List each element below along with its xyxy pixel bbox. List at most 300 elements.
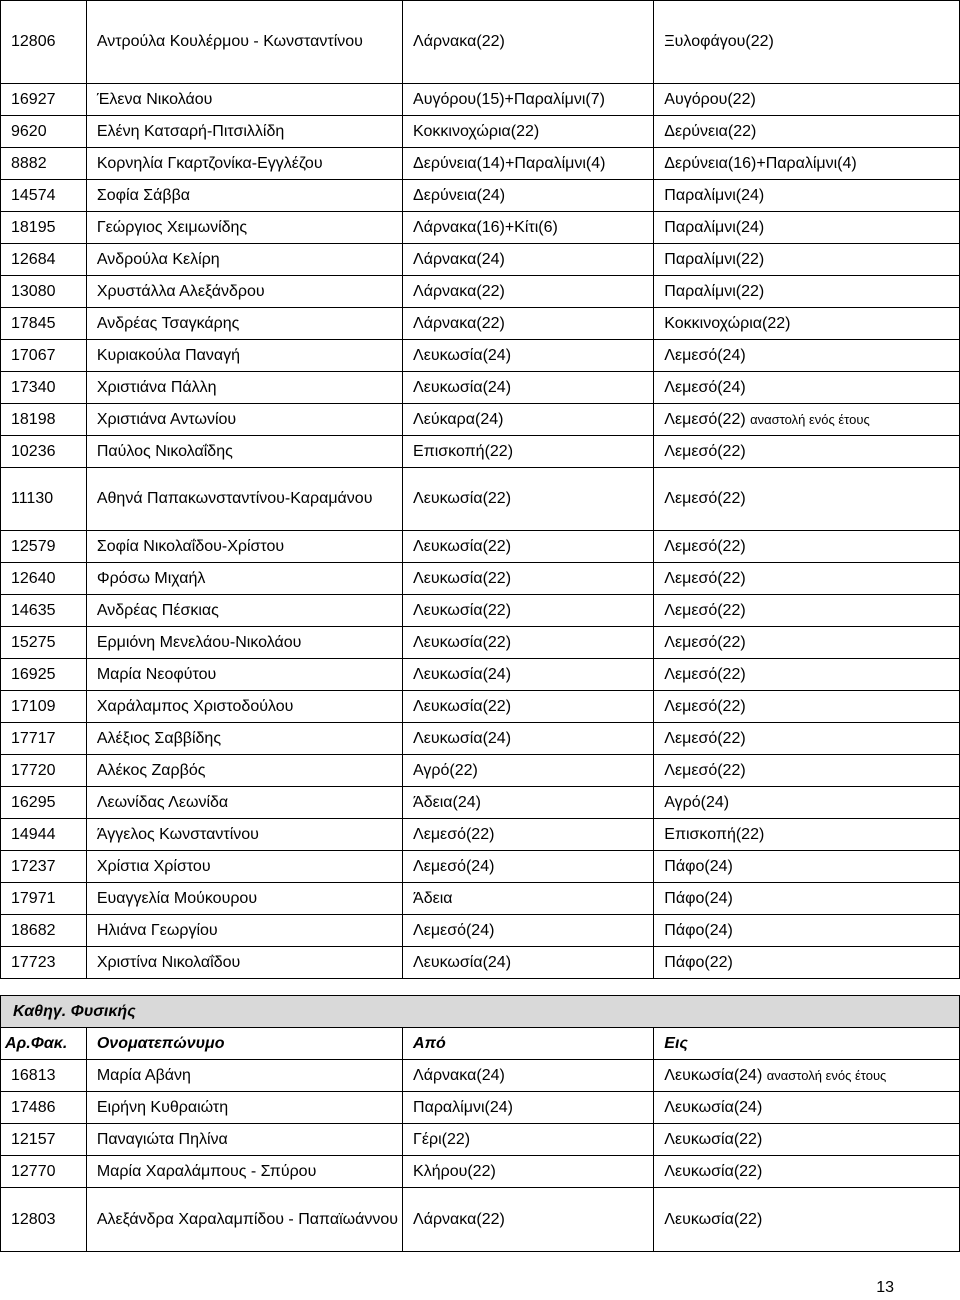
cell-to (654, 947, 960, 979)
cell-id (1, 883, 87, 915)
to-text: Παραλίμνι(22) (664, 282, 765, 300)
id-text: 17717 (11, 729, 56, 747)
cell-to (654, 372, 960, 404)
cell-to (654, 883, 960, 915)
cell-id (1, 1092, 87, 1124)
cell-to (654, 308, 960, 340)
cell-from (403, 915, 654, 947)
table-row (1, 819, 960, 851)
cell-to (654, 180, 960, 212)
id-text: 17723 (11, 953, 56, 971)
to-text: Αυγόρου(22) (664, 90, 756, 108)
to-text: Λεμεσό(22) (664, 697, 746, 715)
from-text: Άδεια(24) (413, 793, 481, 811)
table-row (1, 755, 960, 787)
from-text: Γέρι(22) (413, 1130, 471, 1148)
cell-id (1, 563, 87, 595)
table-row (1, 212, 960, 244)
cell-id (1, 1, 87, 84)
id-text: 16925 (11, 665, 56, 683)
table-row (1, 1188, 960, 1252)
name-text: Ανδρέας Τσαγκάρης (96, 314, 240, 332)
to-text: Λεμεσό(24) (664, 378, 746, 396)
cell-from (403, 340, 654, 372)
table-row (1, 1, 960, 84)
from-text: Λάρνακα(22) (413, 314, 505, 332)
id-text: 15275 (11, 633, 56, 651)
cell-from (403, 404, 654, 436)
cell-from (403, 563, 654, 595)
cell-from (403, 691, 654, 723)
id-text: 17720 (11, 761, 56, 779)
name-text: Χριστιάνα Αντωνίου (96, 410, 237, 428)
id-text: 12770 (11, 1162, 56, 1180)
cell-to (654, 1188, 960, 1252)
cell-to (654, 436, 960, 468)
table-row (1, 180, 960, 212)
to-text: Λευκωσία(22) (664, 1162, 763, 1180)
cell-id (1, 372, 87, 404)
name-text: Ηλιάνα Γεωργίου (96, 921, 218, 939)
cell-from (403, 787, 654, 819)
cell-to (654, 1156, 960, 1188)
cell-name (86, 595, 402, 627)
from-text: Λευκωσία(22) (413, 601, 512, 619)
cell-to (654, 755, 960, 787)
cell-name (86, 1156, 402, 1188)
cell-from (403, 883, 654, 915)
to-text: Πάφο(24) (664, 921, 733, 939)
to-text: Λεμεσό(24) (664, 346, 746, 364)
table-row (1, 276, 960, 308)
id-text: 10236 (11, 442, 56, 460)
cell-id (1, 1156, 87, 1188)
cell-from (403, 436, 654, 468)
cell-name (86, 1124, 402, 1156)
name-text: Ανδρούλα Κελίρη (96, 250, 220, 268)
name-text: Χρυστάλλα Αλεξάνδρου (96, 282, 265, 300)
from-text: Κοκκινοχώρια(22) (413, 122, 540, 140)
from-text: Λευκωσία(24) (413, 665, 512, 683)
from-text: Κλήρου(22) (413, 1162, 496, 1180)
to-text: Λεμεσό(22) (664, 633, 746, 651)
name-text: Φρόσω Μιχαήλ (96, 569, 206, 587)
cell-from (403, 723, 654, 755)
id-text: 17109 (11, 697, 56, 715)
table-row (1, 851, 960, 883)
name-text: Αλέξιος Σαββίδης (96, 729, 222, 747)
cell-from (403, 84, 654, 116)
cell-from (403, 276, 654, 308)
header-to: Εις (654, 1028, 960, 1060)
table-row (1, 84, 960, 116)
cell-to (654, 659, 960, 691)
cell-name (86, 787, 402, 819)
cell-to (654, 340, 960, 372)
cell-name (86, 180, 402, 212)
cell-id (1, 340, 87, 372)
from-text: Λευκωσία(22) (413, 490, 512, 507)
from-text: Λάρνακα(22) (413, 1210, 505, 1228)
name-text: Ελένη Κατσαρή-Πιτσιλλίδη (96, 122, 285, 140)
cell-name (86, 691, 402, 723)
cell-to (654, 1092, 960, 1124)
table-row (1, 404, 960, 436)
cell-from (403, 372, 654, 404)
cell-id (1, 819, 87, 851)
cell-id (1, 276, 87, 308)
id-text: 17845 (11, 314, 56, 332)
cell-to (654, 1060, 960, 1092)
cell-from (403, 659, 654, 691)
from-text: Λεύκαρα(24) (413, 410, 504, 428)
name-text: Μαρία Νεοφύτου (96, 665, 217, 683)
id-text: 13080 (11, 282, 56, 300)
id-text: 12579 (11, 537, 56, 555)
cell-to (654, 627, 960, 659)
cell-to (654, 276, 960, 308)
from-text: Λευκωσία(22) (413, 633, 512, 651)
table-row (1, 436, 960, 468)
cell-from (403, 627, 654, 659)
cell-to (654, 691, 960, 723)
table-row (1, 1156, 960, 1188)
from-text: Λευκωσία(22) (413, 537, 512, 555)
to-text: Λεμεσό(22) (664, 761, 746, 779)
from-text: Αυγόρου(15)+Παραλίμνι(7) (413, 90, 605, 108)
cell-from (403, 531, 654, 563)
name-text: Μαρία Χαραλάμπους - Σπύρου (96, 1162, 317, 1180)
table-row (1, 659, 960, 691)
cell-name (86, 1060, 402, 1092)
to-text: Λευκωσία(24) (664, 1066, 763, 1084)
cell-to (654, 212, 960, 244)
cell-to (654, 723, 960, 755)
cell-id (1, 180, 87, 212)
cell-name (86, 308, 402, 340)
cell-id (1, 531, 87, 563)
cell-id (1, 595, 87, 627)
name-text: Αλέκος Ζαρβός (96, 761, 206, 779)
to-text: Λεμεσό(22) (664, 442, 746, 460)
id-text: 17971 (11, 889, 56, 907)
name-text: Κυριακούλα Παναγή (96, 346, 241, 364)
cell-id (1, 308, 87, 340)
cell-to (654, 787, 960, 819)
id-text: 16927 (11, 90, 56, 108)
table-row (1, 595, 960, 627)
table-row (1, 563, 960, 595)
to-text: Λεμεσό(22) (664, 665, 746, 683)
from-text: Άδεια (413, 889, 453, 907)
cell-name (86, 148, 402, 180)
cell-name (86, 276, 402, 308)
table-row (1, 1124, 960, 1156)
cell-to (654, 531, 960, 563)
table-row (1, 723, 960, 755)
id-text: 16295 (11, 793, 56, 811)
table-row (1, 787, 960, 819)
cell-name (86, 1092, 402, 1124)
cell-id (1, 627, 87, 659)
table-row (1, 531, 960, 563)
cell-id (1, 691, 87, 723)
page-number: 13 (876, 1279, 894, 1296)
cell-to (654, 116, 960, 148)
to-text: Παραλίμνι(24) (664, 186, 765, 204)
cell-from (403, 244, 654, 276)
cell-from (403, 1188, 654, 1252)
cell-id (1, 755, 87, 787)
cell-to (654, 595, 960, 627)
name-text: Σοφία Νικολαΐδου-Χρίστου (96, 537, 285, 555)
name-text: Παύλος Νικολαΐδης (96, 442, 233, 460)
cell-from (403, 755, 654, 787)
cell-from (403, 947, 654, 979)
table-row (1, 340, 960, 372)
from-text: Παραλίμνι(24) (413, 1098, 513, 1116)
cell-to (654, 84, 960, 116)
cell-id (1, 468, 87, 531)
cell-id (1, 1188, 87, 1252)
from-text: Λεμεσό(22) (413, 825, 495, 843)
cell-name (86, 84, 402, 116)
table-row (1, 372, 960, 404)
cell-name (86, 723, 402, 755)
id-text: 12640 (11, 569, 56, 587)
from-text: Λάρνακα(16)+Κίτι(6) (413, 218, 558, 236)
cell-id (1, 947, 87, 979)
to-text: Λεμεσό(22) (664, 729, 746, 747)
section-title-row (1, 996, 960, 1028)
name-text: Χριστιάνα Πάλλη (96, 378, 217, 396)
id-text: 12806 (11, 33, 56, 50)
header-name: Ονοματεπώνυμο (86, 1028, 402, 1060)
cell-name (86, 436, 402, 468)
id-text: 14574 (11, 186, 56, 204)
from-text: Λευκωσία(24) (413, 378, 512, 396)
table-row (1, 468, 960, 531)
id-text: 17067 (11, 346, 56, 364)
from-text: Λάρνακα(22) (413, 282, 505, 300)
id-text: 17340 (11, 378, 56, 396)
cell-from (403, 116, 654, 148)
cell-id (1, 116, 87, 148)
cell-id (1, 404, 87, 436)
name-text: Χαράλαμπος Χριστοδούλου (96, 697, 294, 715)
header-from: Από (403, 1028, 654, 1060)
table-row (1, 148, 960, 180)
to-text: Αγρό(24) (664, 793, 730, 811)
cell-from (403, 148, 654, 180)
cell-id (1, 244, 87, 276)
id-text: 12803 (11, 1210, 56, 1228)
table-row (1, 1092, 960, 1124)
name-text: Ανδρέας Πέσκιας (96, 601, 219, 619)
cell-to (654, 1, 960, 84)
cell-to (654, 244, 960, 276)
table-row (1, 915, 960, 947)
cell-id (1, 1124, 87, 1156)
id-text: 14944 (11, 825, 56, 843)
to-text: Παραλίμνι(22) (664, 250, 765, 268)
cell-to (654, 1124, 960, 1156)
id-text: 11130 (11, 490, 54, 507)
id-text: 14635 (11, 601, 56, 619)
cell-id (1, 851, 87, 883)
to-text: Λεμεσό(22) (664, 410, 746, 428)
cell-to (654, 915, 960, 947)
to-text: Επισκοπή(22) (664, 825, 765, 843)
cell-name (86, 340, 402, 372)
cell-to (654, 468, 960, 531)
from-text: Λευκωσία(22) (413, 697, 512, 715)
transfers-table-physics (0, 995, 960, 1252)
to-text: Κοκκινοχώρια(22) (664, 314, 791, 332)
name-text: Παναγιώτα Πηλίνα (96, 1130, 228, 1148)
id-text: 8882 (11, 154, 47, 172)
id-text: 17486 (11, 1098, 56, 1116)
cell-from (403, 180, 654, 212)
name-text: Λεωνίδας Λεωνίδα (96, 793, 229, 811)
cell-name (86, 563, 402, 595)
name-text: Αντρούλα Κουλέρμου - Κωνσταντίνου (96, 33, 363, 50)
cell-name (86, 627, 402, 659)
from-text: Λευκωσία(24) (413, 346, 512, 364)
to-text: Δερύνεια(22) (664, 122, 757, 140)
table-row (1, 947, 960, 979)
name-text: Μαρία Αβάνη (96, 1066, 191, 1084)
cell-from (403, 595, 654, 627)
cell-from (403, 1156, 654, 1188)
table-row (1, 627, 960, 659)
name-text: Ευαγγελία Μούκουρου (96, 889, 258, 907)
from-text: Επισκοπή(22) (413, 442, 514, 460)
cell-from (403, 1124, 654, 1156)
cell-name (86, 244, 402, 276)
id-text: 18195 (11, 218, 56, 236)
cell-id (1, 84, 87, 116)
note-text: αναστολή ενός έτους (750, 411, 870, 427)
cell-to (654, 819, 960, 851)
from-text: Λευκωσία(22) (413, 569, 512, 587)
cell-id (1, 1060, 87, 1092)
cell-name (86, 372, 402, 404)
id-text: 12684 (11, 250, 56, 268)
to-text: Πάφο(24) (664, 889, 733, 907)
cell-name (86, 947, 402, 979)
cell-id (1, 148, 87, 180)
cell-name (86, 1188, 402, 1252)
note-text: αναστολή ενός έτους (766, 1067, 887, 1083)
name-text: Κορνηλία Γκαρτζονίκα-Εγγλέζου (96, 154, 323, 172)
to-text: Λεμεσό(22) (664, 490, 746, 507)
cell-from (403, 819, 654, 851)
cell-id (1, 212, 87, 244)
name-text: Άγγελος Κωνσταντίνου (96, 825, 259, 843)
from-text: Λάρνακα(24) (413, 1066, 505, 1084)
cell-to (654, 404, 960, 436)
cell-id (1, 723, 87, 755)
from-text: Δερύνεια(14)+Παραλίμνι(4) (413, 154, 606, 172)
table-row (1, 691, 960, 723)
id-text: 18682 (11, 921, 56, 939)
header-id: Αρ.Φακ. (1, 1028, 87, 1060)
from-text: Αγρό(22) (413, 761, 478, 779)
id-text: 17237 (11, 857, 56, 875)
from-text: Λεμεσό(24) (413, 921, 495, 939)
cell-name (86, 659, 402, 691)
cell-to (654, 148, 960, 180)
cell-name (86, 915, 402, 947)
cell-from (403, 1060, 654, 1092)
header-row (1, 1028, 960, 1060)
section-title: Καθηγ. Φυσικής (1, 996, 960, 1028)
to-text: Λευκωσία(24) (664, 1098, 763, 1116)
cell-from (403, 308, 654, 340)
cell-name (86, 116, 402, 148)
to-text: Δερύνεια(16)+Παραλίμνι(4) (664, 154, 857, 172)
table-row (1, 308, 960, 340)
cell-from (403, 1, 654, 84)
table-row (1, 883, 960, 915)
cell-name (86, 531, 402, 563)
cell-name (86, 755, 402, 787)
to-text: Λεμεσό(22) (664, 537, 746, 555)
to-text: Λεμεσό(22) (664, 601, 746, 619)
name-text: Γεώργιος Χειμωνίδης (96, 218, 248, 236)
cell-id (1, 659, 87, 691)
cell-name (86, 468, 402, 531)
to-text: Λεμεσό(22) (664, 569, 746, 587)
table-row (1, 116, 960, 148)
from-text: Λάρνακα(22) (413, 33, 505, 50)
to-text: Πάφο(22) (664, 953, 733, 971)
cell-from (403, 468, 654, 531)
cell-from (403, 212, 654, 244)
cell-to (654, 851, 960, 883)
id-text: 12157 (11, 1130, 56, 1148)
cell-id (1, 915, 87, 947)
cell-to (654, 563, 960, 595)
id-text: 9620 (11, 122, 47, 140)
to-text: Λευκωσία(22) (664, 1210, 763, 1228)
from-text: Λευκωσία(24) (413, 953, 512, 971)
cell-name (86, 883, 402, 915)
name-text: Ειρήνη Κυθραιώτη (96, 1098, 229, 1116)
id-text: 18198 (11, 410, 56, 428)
name-text: Χριστίνα Νικολαΐδου (96, 953, 241, 971)
from-text: Δερύνεια(24) (413, 186, 506, 204)
to-text: Ξυλοφάγου(22) (664, 33, 774, 50)
from-text: Λεμεσό(24) (413, 857, 495, 875)
id-text: 16813 (11, 1066, 56, 1084)
name-text: Αθηνά Παπακωνσταντίνου-Καραμάνου (96, 490, 373, 507)
table-row (1, 1060, 960, 1092)
cell-name (86, 819, 402, 851)
to-text: Λευκωσία(22) (664, 1130, 763, 1148)
cell-from (403, 1092, 654, 1124)
cell-name (86, 404, 402, 436)
cell-id (1, 436, 87, 468)
name-text: Ερμιόνη Μενελάου-Νικολάου (96, 633, 302, 651)
table-row (1, 244, 960, 276)
from-text: Λάρνακα(24) (413, 250, 505, 268)
to-text: Πάφο(24) (664, 857, 733, 875)
to-text: Παραλίμνι(24) (664, 218, 765, 236)
name-text: Σοφία Σάββα (96, 186, 191, 204)
name-text: Χρίστια Χρίστου (96, 857, 211, 875)
